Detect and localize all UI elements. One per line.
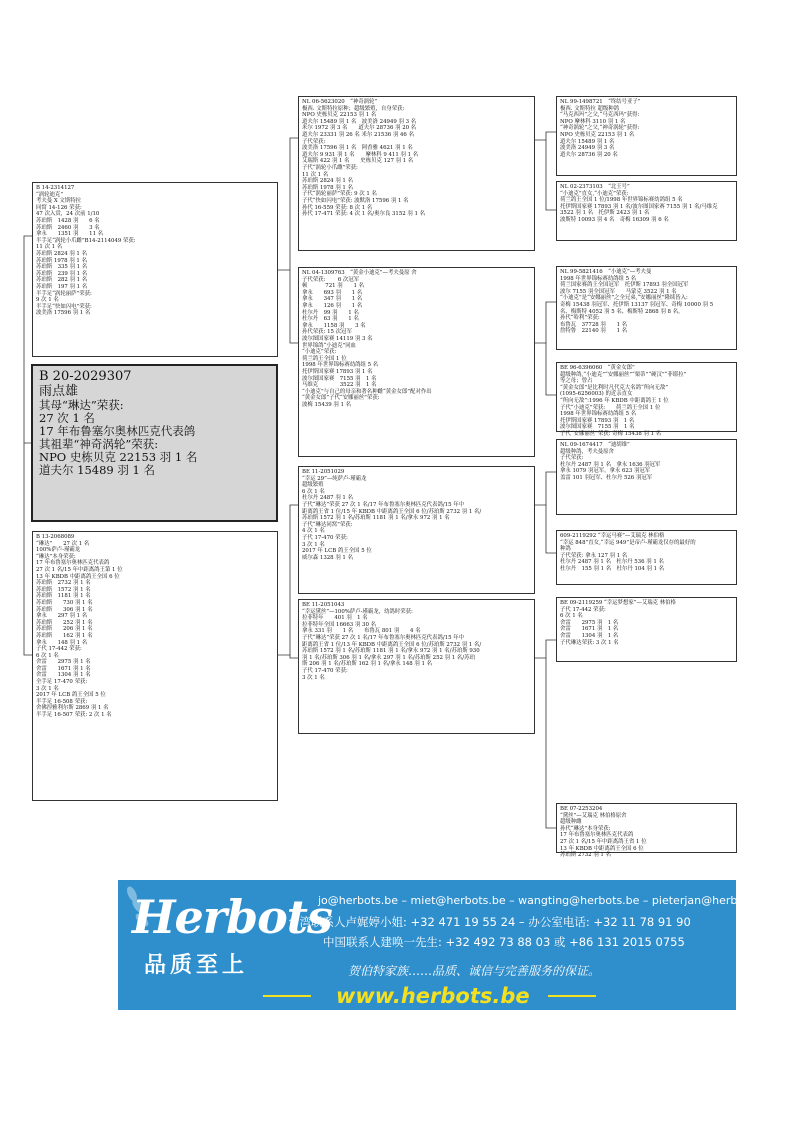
dam-sire-box — [298, 466, 535, 594]
pedigree-line: 苏珀斯 306 羽 1 名 — [36, 606, 93, 613]
pedigree-line: 拿永 347 羽 1 名 — [302, 296, 363, 303]
pedigree-line: 布鲁瓦 37728 羽 1 名 — [560, 321, 628, 328]
dam-sire-sire-box — [556, 439, 737, 515]
pedigree-line: 3 次 1 名 — [36, 685, 59, 692]
pedigree-line: 3 次 1 名 — [302, 674, 325, 681]
pedigree-line: 道夫尔 23331 羽 26 名 米尔 21536 羽 46 名 — [302, 131, 414, 138]
pedigree-line: 苏珀斯 1572 羽 1 名/苏珀斯 1181 羽 1 名/拿永 972 羽 1 名/苏珀斯 930 — [302, 648, 480, 655]
pedigree-line: 拿永 331 羽 1 名 布鲁瓦 801 羽 4 名 — [302, 628, 421, 635]
sire-dam-box — [298, 267, 535, 457]
pedigree-line: 3522 羽 1 名 托伊斯 2423 羽 1 名 — [560, 210, 650, 217]
pedigree-line: 舍雷 1304 羽 1 名 — [36, 672, 91, 679]
pedigree-line: 拉菲特年 401 羽 1 名 — [302, 615, 368, 622]
pedigree-line: 极西. 文斯特拉原种；超级繁殖，自身荣获: — [302, 105, 405, 112]
pedigree-line: NL 04-1309763 “黄金小迪克”—考夫曼原 舍 — [302, 270, 417, 276]
pedigree-line: 苏珀斯 2732 羽 1 名 — [36, 580, 91, 587]
pedigree-line: BE 09-2119259 “幸运梦想家”—艾瑞克 林伯格 — [560, 600, 676, 606]
pedigree-line: “琳达” 27 次 1 名 — [36, 540, 90, 547]
subject-pigeon-box — [31, 364, 278, 522]
pedigree-line: 道夫尔 9 931 羽 1 名 摩林科 9 411 羽 1 名 — [302, 151, 419, 158]
pedigree-line: “琳达”本身荣获: — [36, 553, 76, 560]
pedigree-line: 波尔图国家赛 14119 羽 3 名 — [302, 335, 373, 342]
pedigree-line: 苏珀斯 162 羽 1 名 — [36, 632, 93, 639]
pedigree-line: 苏珀斯 1572 羽 1 名/苏珀斯 1181 羽 1 名/拿永 972 羽 1 名 — [302, 515, 450, 522]
pedigree-line: 舍佛涅雅利尔斯 2869 羽 1 名 — [36, 705, 109, 712]
website-link[interactable]: www.herbots.be — [336, 984, 530, 1008]
pedigree-line: 子代“涡轮丽萨”荣获: 9 次 1 名 — [302, 191, 377, 198]
pedigree-line: 17 年布鲁塞尔奥林匹克代表鸽 — [36, 560, 110, 567]
pedigree-line: 4 次 1 名 — [302, 528, 325, 535]
pedigree-line: 舍雷 1671 羽 1 名 — [560, 626, 619, 633]
pedigree-line: BE 11-2051043 — [302, 602, 345, 608]
pedigree-line: “黛丝”—艾瑞克 林伯格原舍 — [560, 812, 627, 819]
pedigree-line: 6 次 1 名 — [36, 652, 59, 659]
pedigree-line: 拿永 1158 羽 3 名 — [302, 322, 366, 329]
dam-dam-box — [298, 599, 535, 734]
sire-dam-sire-box — [556, 266, 737, 350]
pedigree-line: 苏珀斯 206 羽 1 名 — [36, 626, 93, 633]
pedigree-line: 波梅 15439 羽 1 名 — [302, 401, 351, 408]
pedigree-line: “黄金女郎”子代“安娜丽丝”荣获: — [302, 395, 380, 402]
dam-box — [32, 531, 278, 801]
pedigree-line: 苏珀斯 1428 羽 6 名 — [36, 217, 100, 224]
china-contact: 中国联系人建唤一先生: +32 492 73 88 03 或 +86 131 2015 0755 — [323, 935, 685, 949]
pedigree-line: 苏珀斯 2824 羽 1 名 — [36, 250, 87, 257]
pedigree-line: 距离鸽王省 1 位/15 年 KBDB 中距离鸽王全国 6 位/苏珀斯 2732 羽 1 名/ — [302, 508, 482, 515]
pedigree-line: NL 99-5821416 “小迪克”—考夫曼 — [560, 269, 652, 275]
pedigree-line: 子代荣获: — [560, 455, 584, 462]
pedigree-line: 半手足 16-507 荣获: 2 次 1 名 — [36, 712, 112, 719]
pedigree-line: “涡轮迪克” — [36, 191, 64, 198]
pedigree-line: 等之母；曾占 — [560, 378, 593, 385]
pedigree-line: 13 年 KBDB 中距离鸽王全国 6 位 — [36, 573, 120, 580]
pedigree-line: 苏珀斯 197 羽 1 名 — [36, 283, 88, 290]
pedigree-line: BE 11-2051029 — [302, 469, 345, 475]
pedigree-line: 子代“琳达同窝”荣获: — [302, 521, 353, 528]
pedigree-line: 考夫曼 X 文斯特拉 — [36, 198, 81, 205]
pedigree-line: 苏珀斯 730 羽 1 名 — [36, 599, 93, 606]
pedigree-line: 波尔 7155 羽全国冠军 马蒙克 3522 羽 1 名 — [560, 288, 677, 295]
pedigree-line: 子代琳达荣获: 3 次 1 名 — [560, 639, 619, 646]
contact-emails[interactable]: jo@herbots.be – miet@herbots.be – wangting@herbots.be – pieterjan@herbots.be — [318, 894, 772, 907]
sire-box — [32, 182, 278, 357]
pedigree-line: 6 次 1 名 — [302, 488, 325, 495]
herbots-logo: Herbots — [132, 890, 332, 944]
pedigree-line: 杜尔丹 2487 羽 1 名 拿永 1636 羽冠军 — [560, 461, 661, 468]
dam-dam-dam-box — [556, 803, 737, 859]
pedigree-line: 杜尔丹 63 羽 1 名 — [302, 316, 359, 323]
pedigree-line: 苏珀斯 1978 羽 1 名 — [302, 184, 353, 191]
pedigree-line: “马克西玛”之父,“马克西玛”获得: — [560, 112, 640, 119]
pedigree-line: 艾瑞斯 422 羽 1 名 史栋贝克 127 羽 1 名 — [302, 158, 414, 165]
pedigree-line: BE 96-6396060 “黄金女郎” — [560, 365, 635, 371]
pedigree-line: 杜尔丹 155 羽 1 名 杜尔丹 104 羽 1 名 — [560, 565, 665, 572]
pedigree-line: 2017 年 LCB 鸽王全国 5 位 — [36, 692, 106, 699]
pedigree-line: 苏珀斯 252 羽 1 名 — [36, 619, 93, 626]
pedigree-line: 名、梅斯特 4052 羽 5 名、梅斯特 2868 羽 8 名。 — [560, 308, 684, 315]
pedigree-line: 超级种鸽，考夫曼原舍 — [560, 448, 614, 455]
pedigree-line: 3 次 1 名 — [302, 541, 325, 548]
pedigree-line: 9 次 1 名 — [36, 297, 59, 304]
pedigree-line: “小迪克”与自己的母亲和著名种雌“黄金女郎”配对作出 — [302, 388, 432, 395]
pedigree-line: 道夫尔 15489 羽 1 名 — [560, 138, 615, 145]
pigeon-name: 雨点雄 — [39, 383, 79, 399]
achievement-line: 其母“琳达”荣获: — [39, 398, 124, 412]
divider-right — [548, 995, 596, 997]
dam-sire-dam-box — [556, 530, 737, 585]
pedigree-line: 顿 721 羽 1 名 — [302, 283, 364, 290]
pedigree-line: 子代 17-442 荣获: — [560, 606, 606, 613]
pedigree-line: 孙代 17-471 荣获: 4 次 1 名/奥尔良 3152 羽 1 名 — [302, 211, 426, 218]
achievement-line: 其祖辈“神奇涡轮”荣获: — [39, 437, 159, 451]
pedigree-line: 47 次入赏，24 次前 1/10 — [36, 211, 100, 218]
pedigree-line: 舍雷 2975 羽 1 名 — [36, 659, 91, 666]
pedigree-line: 子代 17-470 荣获: — [302, 534, 348, 541]
slogan: 品质至上 — [144, 952, 249, 978]
sire-dam-dam-box — [556, 362, 737, 437]
achievement-line: NPO 史栋贝克 22153 羽 1 名 — [39, 450, 198, 464]
pedigree-line: “幸运黛丝”—100%萨卢-瑾霸龙，幼鸽时荣获: — [302, 608, 413, 615]
pedigree-line: 半手足“涡轮小爪雌”B14-2114049 荣获: — [36, 237, 136, 244]
achievement-line: 道夫尔 15489 羽 1 名 — [39, 463, 156, 477]
pedigree-line: 波斯特 10093 羽 4 名 奇梅 16309 羽 6 名 — [560, 216, 669, 223]
pedigree-line: 羽 1 名/苏珀斯 306 羽 1 名/拿永 297 羽 1 名/苏珀斯 252 羽 1 名/苏珀 — [302, 654, 475, 661]
pedigree-line: 詹特鲁 22140 羽 1 名 — [560, 328, 628, 335]
pedigree-line: 距离鸽王省 1 位/13 年 KBDB 中距离鸽王全国 6 位/苏珀斯 2732 羽 1 名/ — [302, 641, 482, 648]
pedigree-line: 舍雷 2975 羽 1 名 — [560, 619, 619, 626]
pedigree-line: 1998 年世界锦标赛幼鸽组 5 名 — [302, 362, 379, 369]
pedigree-line: 托伊斯国家赛 17893 羽 1 名/波尔图国家赛 7155 羽 1 名/马维克 — [560, 203, 718, 210]
pedigree-line: 威尔森 1328 羽 1 名 — [302, 554, 353, 561]
pedigree-line: NL 02-2373103 “北王号” — [560, 184, 630, 190]
pedigree-line: 波美洛 17596 羽 1 名 — [36, 310, 91, 317]
sire-sire-sire-box — [556, 96, 737, 176]
pedigree-line: 拉菲特年全国 16663 羽 30 名 — [302, 621, 376, 628]
pedigree-line: 同窝 14-126 荣获: — [36, 204, 82, 211]
pedigree-line: 100%萨卢-瑾霸龙 — [36, 547, 81, 554]
pedigree-line: 13 年 KBDB 中距离鸽王全国 6 位 — [560, 845, 644, 852]
achievement-line: 17 年布鲁塞尔奥林匹克代表鸽 — [39, 424, 196, 438]
sire-sire-dam-box — [556, 181, 737, 241]
pedigree-line: 子代“安娜丽丝”荣获: 奇梅 15438 羽 1 名 — [560, 430, 662, 437]
taiwan-contact: 台湾联系人卢娓婷小姐: +32 471 19 55 24 – 办公室电话: +32 11 78 91 90 — [288, 915, 691, 929]
pedigree-line: 奇梅 15438 羽冠军、托伊斯 13137 羽冠军、奇梅 10000 羽 5 — [560, 301, 714, 308]
pedigree-line: 道夫尔 15489 羽 1 名 波美洛 24949 羽 3 名 — [302, 118, 417, 125]
pedigree-line: 苏珀斯 239 羽 1 名 — [36, 270, 88, 277]
pedigree-line: 舍雷 1304 羽 1 名 — [560, 632, 619, 639]
pedigree-line: 杜尔丹 2487 羽 1 名 杜尔丹 536 羽 1 名 — [560, 559, 664, 566]
pedigree-line: 苏珀斯 1572 羽 1 名 — [36, 586, 91, 593]
pedigree-line: 荷兰鸽王全国 1 位/1998 年世界锦标赛幼鸽组 5 名 — [560, 197, 683, 204]
pedigree-line: 波美洛 17596 羽 1 名 阿香雅 4621 羽 1 名 — [302, 145, 413, 152]
pedigree-line: 子代“琳达”荣获 27 次 1 名/17 年布鲁塞尔奥林匹克代表鸽/15 年中 — [302, 501, 465, 508]
pedigree-line: 苏珀斯 335 羽 1 名 — [36, 264, 88, 271]
pedigree-line: 27 次 1 名/15 年中距离鸽王省 1 位 — [560, 838, 647, 845]
pedigree-line: 子代荣获: 拿永 127 羽 1 名 — [560, 552, 628, 559]
tagline: 贺伯特家族……品质、诚信与完善服务的保证。 — [348, 964, 601, 978]
pedigree-line: NL 09-1674417 “迪胡维” — [560, 442, 630, 448]
pedigree-line: 苏珀斯 2824 羽 1 名 — [302, 178, 353, 185]
pedigree-line: 6 次 1 名 — [560, 613, 583, 620]
pedigree-line: 极西. 文斯特拉 超级种鸽 — [560, 105, 620, 112]
pedigree-line: NL 06-5623020 “神奇涡轮” — [302, 99, 378, 105]
pedigree-line: 孙代荣获: 15 次冠军 — [302, 329, 352, 336]
pedigree-line: 孙代 16-559 荣获: 8 次 1 名 — [302, 204, 373, 211]
pedigree-line: NPO 史栋贝克 22153 羽 1 名 — [560, 131, 635, 138]
pedigree-line: 道夫尔 28736 羽 20 名 — [560, 151, 618, 158]
pedigree-line: NL 99-1498721 “终结号亚子” — [560, 99, 641, 105]
pedigree-line: 世界锦鸽“小迪克”同血 — [302, 342, 357, 349]
pedigree-line: “神奇涡轮”之父,“神奇涡轮”获得: — [560, 125, 640, 132]
pedigree-line: 苏珀斯 282 羽 1 名 — [36, 277, 88, 284]
pedigree-line: 拿永 126 羽 1 名 — [302, 302, 363, 309]
pedigree-line: B 14-2314127 — [36, 185, 75, 191]
pedigree-line: 拿永 148 羽 1 名 — [36, 639, 88, 646]
pedigree-line: 荷兰鸽王全国 1 位 — [302, 355, 347, 362]
pedigree-line: 子代“涡轮小爪雌”荣获: — [302, 164, 358, 171]
pedigree-line: 子代 17-442 荣获: — [36, 646, 82, 653]
pedigree-line: 苏珀斯 1181 羽 1 名 — [36, 593, 91, 600]
pedigree-line: 子代荣获: — [302, 138, 326, 145]
pedigree-line: 拿永 1351 羽 11 名 — [36, 231, 104, 238]
pedigree-line: NPO 摩林科 3110 羽 1 名 — [560, 118, 626, 125]
pedigree-line: 全手足 17-470 荣获: — [36, 679, 88, 686]
pedigree-line: 斯 206 羽 1 名/苏珀斯 162 羽 1 名/拿永 148 羽 1 名 — [302, 661, 433, 668]
pedigree-line: 超级种鸽,“小迪克”“安娜丽丝”“栗蒂”“硬汉”“菲耶拉” — [560, 371, 687, 378]
pedigree-line: 波尔图国家赛 7155 羽 1 名 — [302, 375, 377, 382]
pedigree-line: “黄金女郎”是比利时凡代克大名鸽“所向无敌” — [560, 384, 669, 391]
pedigree-line: 米尔 1972 羽 3 名 道夫尔 28736 羽 20 名 — [302, 125, 417, 132]
pedigree-line: 托伊斯国家赛 17893 羽 1 名 — [302, 368, 373, 375]
pedigree-line: 超级繁殖 — [302, 482, 324, 489]
pedigree-line: 超级种雌 — [560, 819, 582, 826]
pedigree-line: 波尔图国家赛 7155 羽 1 名 — [560, 424, 635, 431]
pedigree-line: 2017 年 LCB 鸽王全国 5 位 — [302, 548, 372, 555]
pedigree-line: 拿永 1079 羽冠军，拿永 623 羽冠军 — [560, 468, 651, 475]
pedigree-line: 苏珀斯 2732 羽 1 名 — [560, 852, 611, 859]
pedigree-line: 拿永 297 羽 1 名 — [36, 613, 88, 620]
herbots-contact-banner — [118, 880, 772, 1010]
pedigree-line: 1998 年世界锦标赛幼鸽组 5 名 — [560, 411, 637, 418]
pedigree-line: 半手足 16-508 荣获: — [36, 698, 88, 705]
achievement-line: 27 次 1 名 — [39, 411, 95, 425]
pedigree-line: “小迪克”直女,“小迪克”荣获: — [560, 190, 629, 197]
pedigree-line: NPO 史栋贝克 22153 羽 1 名 — [302, 112, 377, 119]
pedigree-line: 半手足“涡轮丽萨”荣获: — [36, 290, 92, 297]
pedigree-line: 子代“琳达”荣获 27 次 1 名/17 年布鲁塞尔奥林匹克代表鸽/15 年中 — [302, 634, 465, 641]
pedigree-line: 17 年布鲁塞尔奥林匹克代表鸽 — [560, 832, 634, 839]
pedigree-line: B 13-2068089 — [36, 534, 75, 540]
pedigree-line: 苏珀斯 1978 羽 1 名 — [36, 257, 87, 264]
pedigree-line: 杜尔丹 2487 羽 1 名 — [302, 495, 353, 502]
pedigree-line: BE 07-2253204 — [560, 806, 603, 812]
pedigree-line: 舍雷 1671 羽 1 名 — [36, 665, 91, 672]
pedigree-line: “幸运 848”直女,“幸运 949”是帝卢-瑾霸龙仅存的最好的 — [560, 539, 696, 546]
pedigree-line: 11 次 1 名 — [302, 171, 329, 178]
pedigree-line: 杜尔丹 99 羽 1 名 — [302, 309, 359, 316]
pedigree-line: 11 次 1 名 — [36, 244, 63, 251]
divider-left — [263, 995, 311, 997]
pedigree-line: “幸运 29”—纯萨卢-瑾霸龙 — [302, 475, 367, 482]
pedigree-line: 子代“小迪克”荣获: 荷兰鸽王全国 1 位 — [560, 404, 661, 411]
pedigree-line: 苏珀斯 2460 羽 3 名 — [36, 224, 100, 231]
pedigree-line: 子代 17-470 荣获: — [302, 667, 348, 674]
pedigree-line: 1998 年世界锦标赛幼鸽组 5 名 — [560, 275, 637, 282]
pedigree-line: 马维克 3522 羽 1 名 — [302, 382, 377, 389]
pedigree-line: 波美洛 24949 羽 3 名 — [560, 145, 615, 152]
pedigree-line: 孙代“哈利”荣获: — [560, 315, 600, 322]
pedigree-line: 种鸽 — [560, 546, 571, 553]
dam-dam-sire-box — [556, 597, 737, 662]
sire-sire-box — [298, 96, 535, 251]
pedigree-line: 盖雷 101 羽冠军、杜尔丹 526 羽冠军 — [560, 474, 653, 481]
pedigree-line: “所向无敌”:1996 年 KBDB 中距离鸽王 1 位 — [560, 397, 669, 404]
pedigree-line: 孙代“琳达”本身荣获: — [560, 825, 611, 832]
pedigree-line: 半手足“快如闪电”荣获: — [36, 303, 92, 310]
pedigree-line: 拿永 693 羽 1 名 — [302, 289, 363, 296]
pedigree-line: 子代荣获: 6 次冠军 — [302, 276, 360, 283]
ring-number: B 20-2029307 — [39, 369, 132, 384]
pedigree-line: “小迪克”荣获: — [302, 349, 337, 356]
pedigree-line: 荷兰国家赛鸽王全国冠军 托伊斯 17893 羽全国冠军 — [560, 282, 689, 289]
pedigree-line: 子代“快如闪电”荣获: 波默洛 17596 羽 1 名 — [302, 197, 409, 204]
pedigree-line: 27 次 1 名/15 年中距离鸽王第 1 位 — [36, 566, 123, 573]
pedigree-line: 609-2119292 “幸运马赛”—艾瑞克 林伯格 — [560, 533, 665, 539]
pedigree-line: 托伊斯国家赛 17893 羽 1 名 — [560, 417, 635, 424]
pedigree-line: “小迪克”是“安娜丽丝”之全兄弟,“安娜丽丝”隆续皆入: — [560, 295, 688, 302]
pedigree-line: (1095-6256003) 的近亲直女 — [560, 391, 633, 398]
